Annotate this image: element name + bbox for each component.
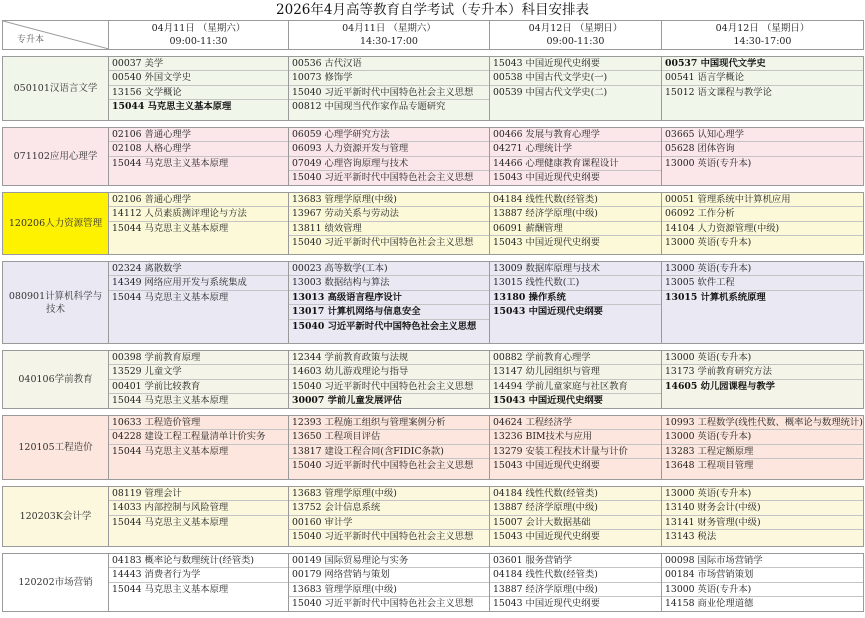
- course-entry: 13017 计算机网络与信息安全: [289, 305, 489, 319]
- session-cell: [490, 416, 662, 480]
- course-entry: 14494 学前儿童家庭与社区教育: [490, 380, 661, 394]
- course-entry: 12393 工程施工组织与管理案例分析: [289, 416, 489, 430]
- session-time: 09:00-11:30: [169, 36, 228, 47]
- spacer-cell: [3, 186, 864, 193]
- course-entry: 13173 学前教育研究方法: [662, 365, 863, 379]
- course-entry: 14158 商业伦理道德: [665, 598, 754, 610]
- course-entry: 13283 工程定额原理: [662, 445, 863, 459]
- course-entry: 02106 普通心理学: [109, 193, 288, 207]
- course-entry: 04183 概率论与数理统计(经管类): [109, 554, 288, 568]
- course-entry: 15040 习近平新时代中国特色社会主义思想: [292, 598, 474, 610]
- course-entry: 15044 马克思主义基本原理: [112, 157, 229, 169]
- session-cell: [490, 262, 662, 344]
- course-entry: 13000 英语(专升本): [662, 487, 863, 501]
- course-entry: 00539 中国古代文学史(二): [493, 86, 608, 98]
- course-entry: 14605 幼儿园课程与教学: [665, 380, 775, 392]
- session-cell: [490, 554, 662, 612]
- session-cell: [289, 487, 490, 547]
- course-entry: 13003 数据结构与算法: [289, 276, 489, 290]
- course-entry: 14033 内部控制与风险管理: [109, 501, 288, 515]
- group-spacer: [3, 409, 864, 416]
- course-entry: 13000 英语(专升本): [665, 237, 752, 249]
- course-entry: 00398 学前教育原理: [109, 351, 288, 365]
- course-entry: 15040 习近平新时代中国特色社会主义思想: [292, 531, 474, 543]
- session-cell: [109, 57, 289, 121]
- course-entry: 07049 心理咨询原理与技术: [289, 157, 489, 171]
- course-entry: 08119 管理会计: [109, 487, 288, 501]
- major-name: 080901计算机科学与技术: [3, 262, 109, 344]
- course-entry: 14349 网络应用开发与系统集成: [109, 276, 288, 290]
- course-entry: 13000 英语(专升本): [662, 351, 863, 365]
- course-entry: 15044 马克思主义基本原理: [112, 395, 229, 407]
- course-entry: 00098 国际市场营销学: [662, 554, 863, 568]
- course-entry: 13143 税法: [665, 531, 717, 543]
- course-entry: 00401 学前比较教育: [109, 380, 288, 394]
- session-cell: [662, 554, 864, 612]
- course-entry: 15043 中国近现代史纲要: [493, 306, 603, 318]
- spacer-cell: [3, 409, 864, 416]
- course-entry: 13683 管理学原理(中级): [289, 487, 489, 501]
- major-row: [3, 554, 864, 612]
- course-entry: 13967 劳动关系与劳动法: [289, 207, 489, 221]
- spacer-cell: [3, 344, 864, 351]
- major-row: [3, 416, 864, 480]
- course-entry: 13005 软件工程: [662, 276, 863, 290]
- schedule-body: [3, 50, 864, 612]
- major-row: [3, 487, 864, 547]
- course-entry: 02108 人格心理学: [109, 142, 288, 156]
- course-entry: 13156 文学概论: [109, 86, 288, 100]
- course-entry: 15043 中国近现代史纲要: [493, 172, 600, 184]
- course-entry: 00179 网络营销与策划: [289, 568, 489, 582]
- course-entry: 14104 人力资源管理(中级): [662, 222, 863, 236]
- course-entry: 00037 美学: [109, 57, 288, 71]
- course-entry: 15043 中国近现代史纲要: [493, 460, 600, 472]
- course-entry: 13141 财务管理(中级): [662, 516, 863, 530]
- major-name: 071102应用心理学: [3, 128, 109, 186]
- course-entry: 00541 语言学概论: [662, 71, 863, 85]
- course-entry: 13279 安装工程技术计量与计价: [490, 445, 661, 459]
- course-entry: 15044 马克思主义基本原理: [112, 516, 229, 528]
- course-entry: 00537 中国现代文学史: [662, 57, 863, 71]
- session-cell: [490, 57, 662, 121]
- course-entry: 12344 学前教育政策与法规: [289, 351, 489, 365]
- course-entry: 06059 心理学研究方法: [289, 128, 489, 142]
- course-entry: 13811 绩效管理: [289, 222, 489, 236]
- course-entry: 15044 马克思主义基本原理: [112, 291, 229, 303]
- course-entry: 13683 管理学原理(中级): [289, 193, 489, 207]
- spacer-cell: [3, 121, 864, 128]
- session-cell: [109, 351, 289, 409]
- course-entry: 13013 高级语言程序设计: [289, 291, 489, 305]
- group-spacer: [3, 255, 864, 262]
- course-entry: 15040 习近平新时代中国特色社会主义思想: [292, 460, 474, 472]
- course-entry: 15007 会计大数据基础: [490, 516, 661, 530]
- major-row: [3, 128, 864, 186]
- session-cell: [662, 487, 864, 547]
- course-entry: 15044 马克思主义基本原理: [112, 445, 229, 457]
- course-entry: 00160 审计学: [289, 516, 489, 530]
- group-spacer: [3, 121, 864, 128]
- course-entry: 00538 中国古代文学史(一): [490, 71, 661, 85]
- session-header-1: [109, 21, 289, 50]
- header-row: [3, 21, 864, 50]
- course-entry: 04184 线性代数(经管类): [490, 568, 661, 582]
- session-cell: [662, 128, 864, 186]
- group-spacer: [3, 186, 864, 193]
- schedule-table: [2, 20, 864, 612]
- major-name: 050101汉语言文学: [3, 57, 109, 121]
- course-entry: 02106 普通心理学: [109, 128, 288, 142]
- session-date: 04月12日 （星期日）: [715, 23, 810, 34]
- session-cell: [289, 351, 490, 409]
- course-entry: 15044 马克思主义基本原理: [112, 101, 232, 113]
- course-entry: 13887 经济学原理(中级): [490, 207, 661, 221]
- group-spacer: [3, 50, 864, 57]
- course-entry: 13140 财务会计(中级): [662, 501, 863, 515]
- spacer-cell: [3, 480, 864, 487]
- spacer-cell: [3, 547, 864, 554]
- course-entry: 30007 学前儿童发展评估: [292, 395, 402, 407]
- course-entry: 13180 操作系统: [490, 291, 661, 305]
- spacer-cell: [3, 50, 864, 57]
- course-entry: 15012 语文课程与教学论: [665, 86, 772, 98]
- session-date: 04月12日 （星期日）: [528, 23, 623, 34]
- course-entry: 13752 会计信息系统: [289, 501, 489, 515]
- session-header-3: [490, 21, 662, 50]
- course-entry: 13236 BIM技术与应用: [490, 430, 661, 444]
- course-entry: 06093 人力资源开发与管理: [289, 142, 489, 156]
- course-entry: 13529 儿童文学: [109, 365, 288, 379]
- group-spacer: [3, 480, 864, 487]
- major-name: 120203K会计学: [3, 487, 109, 547]
- major-row: [3, 193, 864, 255]
- course-entry: 13009 数据库原理与技术: [490, 262, 661, 276]
- course-entry: 04624 工程经济学: [490, 416, 661, 430]
- course-entry: 13887 经济学原理(中级): [490, 583, 661, 597]
- course-entry: 13000 英语(专升本): [665, 157, 752, 169]
- course-entry: 00882 学前教育心理学: [490, 351, 661, 365]
- course-entry: 00149 国际贸易理论与实务: [289, 554, 489, 568]
- course-entry: 13887 经济学原理(中级): [490, 501, 661, 515]
- session-cell: [662, 57, 864, 121]
- course-entry: 15040 习近平新时代中国特色社会主义思想: [292, 237, 474, 249]
- session-cell: [662, 416, 864, 480]
- session-header-2: [289, 21, 490, 50]
- spacer-cell: [3, 255, 864, 262]
- major-name: 120202市场营销: [3, 554, 109, 612]
- course-entry: 10073 修饰学: [289, 71, 489, 85]
- course-entry: 06091 薪酬管理: [490, 222, 661, 236]
- course-entry: 15040 习近平新时代中国特色社会主义思想: [292, 320, 477, 332]
- session-cell: [490, 351, 662, 409]
- group-spacer: [3, 344, 864, 351]
- course-entry: 00812 中国现当代作家作品专题研究: [292, 101, 446, 113]
- session-cell: [490, 128, 662, 186]
- course-entry: 13817 建设工程合同(含FIDIC条款): [289, 445, 489, 459]
- session-cell: [662, 193, 864, 255]
- course-entry: 02324 离散数学: [109, 262, 288, 276]
- course-entry: 15043 中国近现代史纲要: [493, 237, 600, 249]
- session-cell: [289, 262, 490, 344]
- course-entry: 13000 英语(专升本): [662, 430, 863, 444]
- course-entry: 15040 习近平新时代中国特色社会主义思想: [289, 86, 489, 100]
- course-entry: 13147 幼儿园组织与管理: [490, 365, 661, 379]
- course-entry: 05628 团体咨询: [662, 142, 863, 156]
- course-entry: 14112 人员素质测评理论与方法: [109, 207, 288, 221]
- course-entry: 00023 高等数学(工本): [289, 262, 489, 276]
- major-row: [3, 57, 864, 121]
- session-cell: [289, 128, 490, 186]
- major-name: 120105工程造价: [3, 416, 109, 480]
- course-entry: 00536 古代汉语: [289, 57, 489, 71]
- session-cell: [289, 193, 490, 255]
- course-entry: 13000 英语(专升本): [662, 262, 863, 276]
- session-date: 04月11日 （星期六）: [151, 23, 246, 34]
- group-spacer: [3, 547, 864, 554]
- session-cell: [109, 554, 289, 612]
- course-entry: 00051 管理系统中计算机应用: [662, 193, 863, 207]
- major-name: 040106学前教育: [3, 351, 109, 409]
- course-entry: 15044 马克思主义基本原理: [112, 583, 229, 595]
- corner-header: [3, 21, 109, 50]
- course-entry: 15043 中国近现代史纲要: [490, 57, 661, 71]
- session-cell: [109, 487, 289, 547]
- session-cell: [662, 262, 864, 344]
- course-entry: 15043 中国近现代史纲要: [493, 395, 603, 407]
- course-entry: 15043 中国近现代史纲要: [493, 598, 600, 610]
- session-cell: [109, 193, 289, 255]
- course-entry: 06092 工作分析: [662, 207, 863, 221]
- corner-label: 专升本: [17, 35, 45, 45]
- course-entry: 15040 习近平新时代中国特色社会主义思想: [289, 380, 489, 394]
- course-entry: 10633 工程造价管理: [109, 416, 288, 430]
- course-entry: 13683 管理学原理(中级): [289, 583, 489, 597]
- course-entry: 03601 服务营销学: [490, 554, 661, 568]
- course-entry: 14466 心理健康教育课程设计: [490, 157, 661, 171]
- course-entry: 13015 线性代数(工): [490, 276, 661, 290]
- course-entry: 00540 外国文学史: [109, 71, 288, 85]
- course-entry: 15044 马克思主义基本原理: [112, 222, 229, 234]
- major-row: [3, 262, 864, 344]
- course-entry: 03665 认知心理学: [662, 128, 863, 142]
- course-entry: 14443 消费者行为学: [109, 568, 288, 582]
- session-cell: [289, 57, 490, 121]
- session-time: 14:30-17:00: [733, 36, 792, 47]
- course-entry: 13015 计算机系统原理: [665, 291, 766, 303]
- course-entry: 14603 幼儿游戏理论与指导: [289, 365, 489, 379]
- course-entry: 13648 工程项目管理: [665, 460, 754, 472]
- session-time: 14:30-17:00: [360, 36, 418, 47]
- course-entry: 04184 线性代数(经管类): [490, 487, 661, 501]
- session-cell: [289, 554, 490, 612]
- session-cell: [109, 262, 289, 344]
- major-name: 120206人力资源管理: [3, 193, 109, 255]
- major-row: [3, 351, 864, 409]
- session-cell: [662, 351, 864, 409]
- session-date: 04月11日 （星期六）: [342, 23, 436, 34]
- course-entry: 15043 中国近现代史纲要: [493, 531, 600, 543]
- course-entry: 04271 心理统计学: [490, 142, 661, 156]
- course-entry: 13000 英语(专升本): [662, 583, 863, 597]
- course-entry: 10993 工程数学(线性代数、概率论与数理统计): [662, 416, 863, 430]
- course-entry: 00184 市场营销策划: [662, 568, 863, 582]
- course-entry: 04228 建设工程工程量清单计价实务: [109, 430, 288, 444]
- session-cell: [490, 487, 662, 547]
- page-title: 2026年4月高等教育自学考试（专升本）科目安排表: [276, 2, 589, 18]
- session-time: 09:00-11:30: [546, 36, 605, 47]
- session-cell: [289, 416, 490, 480]
- course-entry: 00466 发展与教育心理学: [490, 128, 661, 142]
- course-entry: 13650 工程项目评估: [289, 430, 489, 444]
- course-entry: 15040 习近平新时代中国特色社会主义思想: [292, 172, 474, 184]
- course-entry: 04184 线性代数(经管类): [490, 193, 661, 207]
- session-cell: [490, 193, 662, 255]
- session-cell: [109, 416, 289, 480]
- session-header-4: [662, 21, 864, 50]
- session-cell: [109, 128, 289, 186]
